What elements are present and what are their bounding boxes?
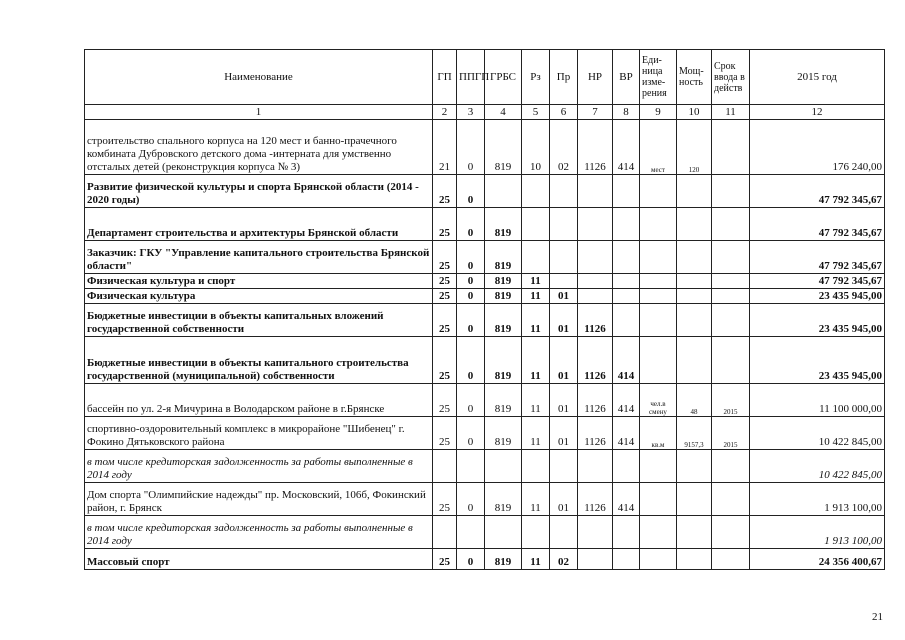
cell-pr xyxy=(550,274,578,289)
cell-term: 2015 xyxy=(712,384,750,417)
cell-unit: кв.м xyxy=(640,417,677,450)
cell-pr xyxy=(550,241,578,274)
cell-grbs: 819 xyxy=(485,483,522,516)
cell-nr: 1126 xyxy=(578,337,613,384)
cell-amount: 23 435 945,00 xyxy=(750,289,885,304)
cell-pr: 01 xyxy=(550,384,578,417)
col-header-term: Срок ввода в действ xyxy=(712,50,750,105)
cell-rz: 11 xyxy=(522,304,550,337)
cell-pr: 01 xyxy=(550,483,578,516)
cell-power xyxy=(677,241,712,274)
col-header-grbs: ГРБС xyxy=(485,50,522,105)
cell-nr: 1126 xyxy=(578,304,613,337)
col-header-year: 2015 год xyxy=(750,50,885,105)
cell-vr: 414 xyxy=(613,337,640,384)
cell-ppgp: 0 xyxy=(457,120,485,175)
cell-amount: 23 435 945,00 xyxy=(750,337,885,384)
cell-vr xyxy=(613,516,640,549)
cell-rz: 11 xyxy=(522,483,550,516)
table-row xyxy=(85,208,885,241)
cell-term xyxy=(712,304,750,337)
cell-grbs: 819 xyxy=(485,289,522,304)
cell-name: Массовый спорт xyxy=(85,549,433,570)
col-number: 12 xyxy=(750,105,885,120)
cell-pr: 01 xyxy=(550,304,578,337)
cell-ppgp: 0 xyxy=(457,175,485,208)
table-row xyxy=(85,549,885,570)
cell-nr: 1126 xyxy=(578,483,613,516)
col-header-gp: ГП xyxy=(433,50,457,105)
cell-gp: 25 xyxy=(433,304,457,337)
cell-unit xyxy=(640,516,677,549)
cell-gp: 25 xyxy=(433,208,457,241)
table-row xyxy=(85,120,885,175)
cell-name: Департамент строительства и архитектуры Брянской области xyxy=(85,208,433,241)
table-row xyxy=(85,337,885,384)
cell-power xyxy=(677,304,712,337)
cell-ppgp: 0 xyxy=(457,337,485,384)
cell-unit xyxy=(640,175,677,208)
cell-unit xyxy=(640,241,677,274)
cell-vr xyxy=(613,241,640,274)
cell-vr xyxy=(613,304,640,337)
cell-unit: мест xyxy=(640,120,677,175)
cell-term xyxy=(712,274,750,289)
cell-rz: 11 xyxy=(522,384,550,417)
cell-unit xyxy=(640,274,677,289)
cell-power xyxy=(677,289,712,304)
table-row xyxy=(85,450,885,483)
cell-nr xyxy=(578,241,613,274)
cell-name: Физическая культура и спорт xyxy=(85,274,433,289)
cell-gp: 21 xyxy=(433,120,457,175)
col-number: 7 xyxy=(578,105,613,120)
cell-nr xyxy=(578,208,613,241)
cell-grbs xyxy=(485,516,522,549)
cell-term xyxy=(712,175,750,208)
cell-amount: 10 422 845,00 xyxy=(750,450,885,483)
cell-power xyxy=(677,516,712,549)
cell-term xyxy=(712,450,750,483)
col-header-rz: Рз xyxy=(522,50,550,105)
cell-gp: 25 xyxy=(433,274,457,289)
cell-amount: 10 422 845,00 xyxy=(750,417,885,450)
cell-power xyxy=(677,208,712,241)
cell-amount: 47 792 345,67 xyxy=(750,208,885,241)
cell-pr: 01 xyxy=(550,337,578,384)
cell-nr: 1126 xyxy=(578,120,613,175)
table-row xyxy=(85,483,885,516)
cell-nr xyxy=(578,549,613,570)
cell-nr: 1126 xyxy=(578,417,613,450)
cell-pr: 01 xyxy=(550,417,578,450)
cell-term xyxy=(712,289,750,304)
cell-rz xyxy=(522,450,550,483)
cell-power: 120 xyxy=(677,120,712,175)
col-number: 10 xyxy=(677,105,712,120)
cell-term xyxy=(712,549,750,570)
cell-unit xyxy=(640,337,677,384)
cell-rz: 11 xyxy=(522,337,550,384)
table-row xyxy=(85,274,885,289)
cell-ppgp xyxy=(457,450,485,483)
cell-rz xyxy=(522,241,550,274)
budget-table-wrapper xyxy=(84,49,885,570)
col-number: 8 xyxy=(613,105,640,120)
cell-name: в том числе кредиторская задолженность за работы выполненные в 2014 году xyxy=(85,516,433,549)
cell-ppgp: 0 xyxy=(457,289,485,304)
cell-unit xyxy=(640,549,677,570)
cell-unit xyxy=(640,483,677,516)
cell-rz xyxy=(522,208,550,241)
col-header-power: Мощ-ность xyxy=(677,50,712,105)
cell-grbs: 819 xyxy=(485,337,522,384)
cell-rz xyxy=(522,175,550,208)
col-header-ppgp: ППГП xyxy=(457,50,485,105)
table-row xyxy=(85,304,885,337)
cell-term xyxy=(712,120,750,175)
cell-gp: 25 xyxy=(433,241,457,274)
cell-term xyxy=(712,483,750,516)
budget-table xyxy=(84,49,885,570)
cell-term xyxy=(712,516,750,549)
col-number: 3 xyxy=(457,105,485,120)
cell-rz: 11 xyxy=(522,289,550,304)
cell-nr xyxy=(578,175,613,208)
cell-ppgp: 0 xyxy=(457,417,485,450)
header-row xyxy=(85,50,885,105)
cell-ppgp: 0 xyxy=(457,483,485,516)
cell-power: 9157,3 xyxy=(677,417,712,450)
cell-pr: 02 xyxy=(550,120,578,175)
cell-term xyxy=(712,208,750,241)
cell-nr xyxy=(578,289,613,304)
cell-grbs: 819 xyxy=(485,241,522,274)
col-number: 11 xyxy=(712,105,750,120)
cell-unit: чел.в смену xyxy=(640,384,677,417)
cell-grbs: 819 xyxy=(485,208,522,241)
cell-name: строительство спального корпуса на 120 мест и банно-прачечного комбината Дубровского детского дома -интерната для умственно отсталых детей (реконструкция корпуса № 3) xyxy=(85,120,433,175)
column-number-row xyxy=(85,105,885,120)
cell-gp: 25 xyxy=(433,289,457,304)
cell-name: Дом спорта "Олимпийские надежды" пр. Московский, 106б, Фокинский район, г. Брянск xyxy=(85,483,433,516)
table-row xyxy=(85,384,885,417)
cell-nr xyxy=(578,274,613,289)
col-header-unit: Еди-ница изме-рения xyxy=(640,50,677,105)
cell-gp: 25 xyxy=(433,175,457,208)
col-number: 5 xyxy=(522,105,550,120)
cell-ppgp: 0 xyxy=(457,274,485,289)
cell-nr xyxy=(578,450,613,483)
cell-vr xyxy=(613,549,640,570)
cell-power xyxy=(677,549,712,570)
cell-amount: 47 792 345,67 xyxy=(750,241,885,274)
cell-power xyxy=(677,483,712,516)
cell-vr xyxy=(613,450,640,483)
cell-pr: 02 xyxy=(550,549,578,570)
cell-grbs: 819 xyxy=(485,549,522,570)
cell-unit xyxy=(640,289,677,304)
cell-term: 2015 xyxy=(712,417,750,450)
cell-amount: 1 913 100,00 xyxy=(750,516,885,549)
cell-gp: 25 xyxy=(433,337,457,384)
cell-nr: 1126 xyxy=(578,384,613,417)
cell-ppgp: 0 xyxy=(457,304,485,337)
cell-amount: 23 435 945,00 xyxy=(750,304,885,337)
cell-vr: 414 xyxy=(613,417,640,450)
cell-ppgp: 0 xyxy=(457,549,485,570)
cell-amount: 11 100 000,00 xyxy=(750,384,885,417)
cell-ppgp: 0 xyxy=(457,208,485,241)
cell-name: Бюджетные инвестиции в объекты капитального строительства государственной (муниципальной) собственности xyxy=(85,337,433,384)
cell-name: Физическая культура xyxy=(85,289,433,304)
col-number: 2 xyxy=(433,105,457,120)
cell-pr: 01 xyxy=(550,289,578,304)
cell-name: Бюджетные инвестиции в объекты капитальных вложений государственной собственности xyxy=(85,304,433,337)
cell-power xyxy=(677,175,712,208)
table-row xyxy=(85,516,885,549)
col-header-nr: НР xyxy=(578,50,613,105)
cell-name: бассейн по ул. 2-я Мичурина в Володарском районе в г.Брянске xyxy=(85,384,433,417)
col-number: 6 xyxy=(550,105,578,120)
cell-nr xyxy=(578,516,613,549)
cell-gp: 25 xyxy=(433,483,457,516)
cell-vr: 414 xyxy=(613,120,640,175)
cell-vr xyxy=(613,208,640,241)
cell-term xyxy=(712,337,750,384)
cell-power xyxy=(677,337,712,384)
cell-power: 48 xyxy=(677,384,712,417)
table-row xyxy=(85,241,885,274)
cell-unit xyxy=(640,450,677,483)
col-number: 4 xyxy=(485,105,522,120)
cell-name: Развитие физической культуры и спорта Брянской области (2014 - 2020 годы) xyxy=(85,175,433,208)
cell-gp: 25 xyxy=(433,549,457,570)
cell-amount: 47 792 345,67 xyxy=(750,274,885,289)
cell-ppgp: 0 xyxy=(457,241,485,274)
cell-gp: 25 xyxy=(433,384,457,417)
cell-gp xyxy=(433,516,457,549)
cell-name: в том числе кредиторская задолженность за работы выполненные в 2014 году xyxy=(85,450,433,483)
cell-rz: 11 xyxy=(522,417,550,450)
cell-rz: 10 xyxy=(522,120,550,175)
cell-grbs: 819 xyxy=(485,120,522,175)
cell-vr xyxy=(613,274,640,289)
cell-amount: 1 913 100,00 xyxy=(750,483,885,516)
cell-pr xyxy=(550,208,578,241)
table-row xyxy=(85,289,885,304)
cell-grbs xyxy=(485,450,522,483)
table-row xyxy=(85,175,885,208)
page-number: 21 xyxy=(872,611,883,623)
cell-amount: 176 240,00 xyxy=(750,120,885,175)
cell-unit xyxy=(640,304,677,337)
cell-grbs: 819 xyxy=(485,384,522,417)
cell-name: спортивно-оздоровительный комплекс в микрорайоне "Шибенец" г. Фокино Дятьковского района xyxy=(85,417,433,450)
col-header-name: Наименование xyxy=(85,50,433,105)
col-header-vr: ВР xyxy=(613,50,640,105)
cell-gp: 25 xyxy=(433,417,457,450)
cell-grbs xyxy=(485,175,522,208)
cell-term xyxy=(712,241,750,274)
cell-vr xyxy=(613,289,640,304)
cell-amount: 47 792 345,67 xyxy=(750,175,885,208)
cell-grbs: 819 xyxy=(485,417,522,450)
cell-grbs: 819 xyxy=(485,304,522,337)
col-header-pr: Пр xyxy=(550,50,578,105)
cell-rz xyxy=(522,516,550,549)
cell-vr xyxy=(613,175,640,208)
cell-ppgp xyxy=(457,516,485,549)
col-number: 9 xyxy=(640,105,677,120)
cell-pr xyxy=(550,450,578,483)
col-number: 1 xyxy=(85,105,433,120)
cell-pr xyxy=(550,175,578,208)
table-row xyxy=(85,417,885,450)
cell-rz: 11 xyxy=(522,274,550,289)
cell-power xyxy=(677,274,712,289)
cell-gp xyxy=(433,450,457,483)
cell-name: Заказчик: ГКУ "Управление капитального строительства Брянской области" xyxy=(85,241,433,274)
cell-vr: 414 xyxy=(613,384,640,417)
cell-rz: 11 xyxy=(522,549,550,570)
cell-amount: 24 356 400,67 xyxy=(750,549,885,570)
cell-vr: 414 xyxy=(613,483,640,516)
cell-grbs: 819 xyxy=(485,274,522,289)
cell-power xyxy=(677,450,712,483)
cell-unit xyxy=(640,208,677,241)
cell-pr xyxy=(550,516,578,549)
cell-ppgp: 0 xyxy=(457,384,485,417)
